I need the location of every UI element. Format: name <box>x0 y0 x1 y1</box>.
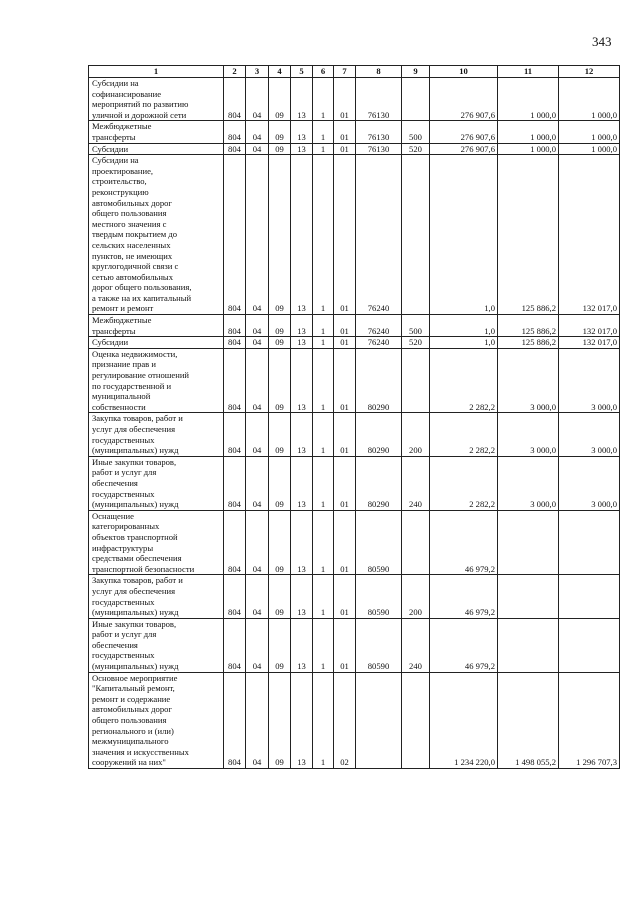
cell-amount-2026: 132 017,0 <box>559 155 620 315</box>
cell-amount-2024: 1 234 220,0 <box>430 672 498 768</box>
cell-amount-2026: 132 017,0 <box>559 337 620 349</box>
header-col-9: 9 <box>402 66 430 78</box>
cell-admin-code: 804 <box>224 315 246 337</box>
cell-section: 04 <box>246 155 269 315</box>
cell-description: Субсидии <box>89 143 224 155</box>
cell-expense-item: 80290 <box>356 413 402 456</box>
cell-admin-code: 804 <box>224 456 246 510</box>
cell-expense-type <box>402 672 430 768</box>
header-col-12: 12 <box>559 66 620 78</box>
cell-activity: 01 <box>334 121 356 143</box>
cell-expense-type <box>402 78 430 121</box>
header-col-6: 6 <box>313 66 334 78</box>
header-col-11: 11 <box>498 66 559 78</box>
cell-amount-2026: 1 000,0 <box>559 78 620 121</box>
cell-amount-2024: 276 907,6 <box>430 78 498 121</box>
cell-expense-type: 200 <box>402 413 430 456</box>
cell-amount-2025: 125 886,2 <box>498 337 559 349</box>
cell-expense-item: 76130 <box>356 143 402 155</box>
cell-section: 04 <box>246 348 269 413</box>
cell-amount-2025: 3 000,0 <box>498 348 559 413</box>
cell-program: 13 <box>291 78 313 121</box>
table-row <box>89 348 620 413</box>
cell-subprogram: 1 <box>313 155 334 315</box>
cell-subsection: 09 <box>269 456 291 510</box>
cell-section: 04 <box>246 456 269 510</box>
cell-subprogram: 1 <box>313 413 334 456</box>
cell-activity: 01 <box>334 315 356 337</box>
cell-program: 13 <box>291 348 313 413</box>
cell-program: 13 <box>291 456 313 510</box>
header-col-10: 10 <box>430 66 498 78</box>
cell-subprogram: 1 <box>313 121 334 143</box>
cell-subsection: 09 <box>269 78 291 121</box>
cell-program: 13 <box>291 143 313 155</box>
cell-amount-2024: 46 979,2 <box>430 618 498 672</box>
cell-expense-type <box>402 510 430 575</box>
cell-subprogram: 1 <box>313 575 334 618</box>
cell-expense-item: 80290 <box>356 348 402 413</box>
cell-amount-2024: 276 907,6 <box>430 121 498 143</box>
cell-admin-code: 804 <box>224 78 246 121</box>
cell-expense-type <box>402 348 430 413</box>
cell-description: Иные закупки товаров, работ и услуг для обеспечения государственных (муниципальных) нужд <box>89 456 224 510</box>
cell-expense-type: 240 <box>402 618 430 672</box>
cell-program: 13 <box>291 121 313 143</box>
table-row <box>89 315 620 337</box>
cell-description: Субсидии на софинансирование мероприятий по развитию уличной и дорожной сети <box>89 78 224 121</box>
cell-amount-2024: 2 282,2 <box>430 413 498 456</box>
cell-activity: 01 <box>334 618 356 672</box>
table-row <box>89 672 620 768</box>
page-number: 343 <box>592 34 612 49</box>
cell-subprogram: 1 <box>313 618 334 672</box>
cell-subsection: 09 <box>269 672 291 768</box>
cell-amount-2026 <box>559 575 620 618</box>
cell-admin-code: 804 <box>224 618 246 672</box>
cell-activity: 01 <box>334 348 356 413</box>
cell-expense-type: 500 <box>402 315 430 337</box>
cell-section: 04 <box>246 510 269 575</box>
cell-expense-type <box>402 155 430 315</box>
cell-section: 04 <box>246 143 269 155</box>
cell-activity: 01 <box>334 510 356 575</box>
cell-expense-type: 520 <box>402 337 430 349</box>
cell-amount-2025: 3 000,0 <box>498 456 559 510</box>
cell-amount-2024: 46 979,2 <box>430 510 498 575</box>
cell-expense-item: 76240 <box>356 337 402 349</box>
cell-description: Оснащение категорированных объектов транспортной инфраструктуры средствами обеспечения транспортной безопасности <box>89 510 224 575</box>
cell-admin-code: 804 <box>224 155 246 315</box>
cell-subsection: 09 <box>269 575 291 618</box>
cell-amount-2025: 1 000,0 <box>498 143 559 155</box>
cell-expense-item <box>356 672 402 768</box>
cell-admin-code: 804 <box>224 575 246 618</box>
cell-subprogram: 1 <box>313 672 334 768</box>
cell-program: 13 <box>291 510 313 575</box>
cell-section: 04 <box>246 78 269 121</box>
cell-expense-type: 520 <box>402 143 430 155</box>
cell-expense-item: 80590 <box>356 618 402 672</box>
cell-admin-code: 804 <box>224 672 246 768</box>
cell-subprogram: 1 <box>313 143 334 155</box>
cell-amount-2025: 1 498 055,2 <box>498 672 559 768</box>
cell-subsection: 09 <box>269 510 291 575</box>
cell-amount-2025: 1 000,0 <box>498 78 559 121</box>
header-col-5: 5 <box>291 66 313 78</box>
cell-subsection: 09 <box>269 413 291 456</box>
table-row <box>89 413 620 456</box>
header-col-3: 3 <box>246 66 269 78</box>
cell-description: Закупка товаров, работ и услуг для обеспечения государственных (муниципальных) нужд <box>89 575 224 618</box>
cell-amount-2026: 3 000,0 <box>559 348 620 413</box>
header-col-8: 8 <box>356 66 402 78</box>
table-row <box>89 121 620 143</box>
cell-amount-2024: 2 282,2 <box>430 456 498 510</box>
cell-expense-type: 200 <box>402 575 430 618</box>
cell-program: 13 <box>291 672 313 768</box>
cell-section: 04 <box>246 413 269 456</box>
cell-amount-2026: 3 000,0 <box>559 456 620 510</box>
cell-amount-2026 <box>559 618 620 672</box>
cell-program: 13 <box>291 315 313 337</box>
cell-section: 04 <box>246 575 269 618</box>
table-row <box>89 456 620 510</box>
cell-admin-code: 804 <box>224 413 246 456</box>
header-col-1: 1 <box>89 66 224 78</box>
cell-expense-item: 76130 <box>356 121 402 143</box>
cell-description: Оценка недвижимости, признание прав и регулирование отношений по государственной и муниципальной собственности <box>89 348 224 413</box>
cell-amount-2026 <box>559 510 620 575</box>
cell-description: Основное мероприятие "Капитальный ремонт, ремонт и содержание автомобильных дорог общего пользования регионального и (или) межмуниципального значения и искусственных сооружений на них" <box>89 672 224 768</box>
cell-amount-2024: 46 979,2 <box>430 575 498 618</box>
cell-description: Субсидии <box>89 337 224 349</box>
cell-expense-type: 240 <box>402 456 430 510</box>
header-col-2: 2 <box>224 66 246 78</box>
cell-activity: 01 <box>334 337 356 349</box>
cell-subsection: 09 <box>269 348 291 413</box>
cell-section: 04 <box>246 315 269 337</box>
cell-section: 04 <box>246 337 269 349</box>
cell-activity: 01 <box>334 456 356 510</box>
cell-section: 04 <box>246 121 269 143</box>
cell-description: Субсидии на проектирование, строительство, реконструкцию автомобильных дорог общего пользования местного значения с твердым покрытием до сельских населенных пунктов, не имеющих круглогодичной связи с сетью автомобильных дорог общего пользования, а также на их капитальный ремонт и ремонт <box>89 155 224 315</box>
cell-subsection: 09 <box>269 337 291 349</box>
cell-expense-item: 80590 <box>356 510 402 575</box>
cell-subprogram: 1 <box>313 78 334 121</box>
cell-subprogram: 1 <box>313 348 334 413</box>
cell-expense-item: 76240 <box>356 315 402 337</box>
table-row <box>89 618 620 672</box>
cell-subprogram: 1 <box>313 315 334 337</box>
cell-subprogram: 1 <box>313 510 334 575</box>
cell-subsection: 09 <box>269 155 291 315</box>
cell-expense-item: 76130 <box>356 78 402 121</box>
cell-program: 13 <box>291 155 313 315</box>
table-row <box>89 78 620 121</box>
cell-admin-code: 804 <box>224 510 246 575</box>
cell-subsection: 09 <box>269 315 291 337</box>
cell-activity: 01 <box>334 78 356 121</box>
cell-amount-2024: 1,0 <box>430 337 498 349</box>
header-col-4: 4 <box>269 66 291 78</box>
cell-activity: 01 <box>334 413 356 456</box>
cell-expense-item: 80290 <box>356 456 402 510</box>
cell-description: Иные закупки товаров, работ и услуг для обеспечения государственных (муниципальных) нужд <box>89 618 224 672</box>
cell-amount-2026: 1 000,0 <box>559 143 620 155</box>
cell-subsection: 09 <box>269 618 291 672</box>
cell-section: 04 <box>246 672 269 768</box>
header-col-7: 7 <box>334 66 356 78</box>
cell-description: Межбюджетные трансферты <box>89 315 224 337</box>
cell-program: 13 <box>291 618 313 672</box>
cell-amount-2025 <box>498 618 559 672</box>
budget-table <box>88 65 620 769</box>
cell-expense-item: 76240 <box>356 155 402 315</box>
cell-program: 13 <box>291 413 313 456</box>
cell-amount-2026: 1 000,0 <box>559 121 620 143</box>
table-row <box>89 155 620 315</box>
cell-amount-2024: 2 282,2 <box>430 348 498 413</box>
cell-admin-code: 804 <box>224 143 246 155</box>
cell-activity: 01 <box>334 143 356 155</box>
cell-program: 13 <box>291 337 313 349</box>
cell-amount-2026: 3 000,0 <box>559 413 620 456</box>
cell-admin-code: 804 <box>224 348 246 413</box>
cell-description: Межбюджетные трансферты <box>89 121 224 143</box>
cell-amount-2024: 276 907,6 <box>430 143 498 155</box>
cell-activity: 01 <box>334 575 356 618</box>
cell-section: 04 <box>246 618 269 672</box>
cell-expense-item: 80590 <box>356 575 402 618</box>
cell-program: 13 <box>291 575 313 618</box>
cell-amount-2025 <box>498 510 559 575</box>
cell-amount-2025: 3 000,0 <box>498 413 559 456</box>
table-row <box>89 510 620 575</box>
cell-admin-code: 804 <box>224 337 246 349</box>
cell-subprogram: 1 <box>313 456 334 510</box>
table-row <box>89 143 620 155</box>
table-row <box>89 337 620 349</box>
cell-description: Закупка товаров, работ и услуг для обеспечения государственных (муниципальных) нужд <box>89 413 224 456</box>
cell-activity: 01 <box>334 155 356 315</box>
cell-amount-2025: 125 886,2 <box>498 315 559 337</box>
cell-subsection: 09 <box>269 143 291 155</box>
table-row <box>89 575 620 618</box>
cell-amount-2025 <box>498 575 559 618</box>
cell-admin-code: 804 <box>224 121 246 143</box>
cell-amount-2026: 132 017,0 <box>559 315 620 337</box>
cell-amount-2025: 1 000,0 <box>498 121 559 143</box>
header-row <box>89 66 620 78</box>
cell-subprogram: 1 <box>313 337 334 349</box>
cell-amount-2025: 125 886,2 <box>498 155 559 315</box>
cell-subsection: 09 <box>269 121 291 143</box>
cell-amount-2024: 1,0 <box>430 155 498 315</box>
cell-expense-type: 500 <box>402 121 430 143</box>
cell-activity: 02 <box>334 672 356 768</box>
cell-amount-2026: 1 296 707,3 <box>559 672 620 768</box>
cell-amount-2024: 1,0 <box>430 315 498 337</box>
